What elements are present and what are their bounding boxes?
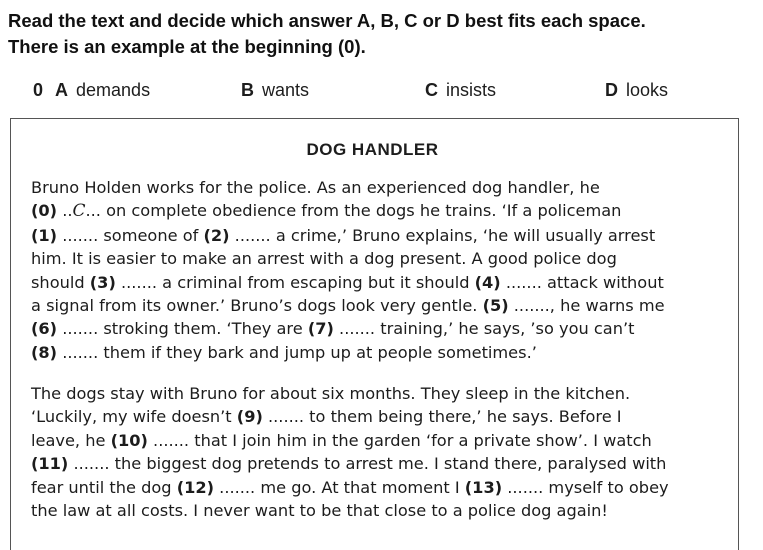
text-fragment: ......., he warns me — [508, 296, 665, 316]
gap-number: (6) — [31, 319, 58, 339]
text-fragment: ....... someone of — [57, 225, 204, 245]
text-line: the law at all costs. I never want to be that close to a police dog again! — [31, 501, 608, 521]
gap-number: (2) — [203, 225, 230, 245]
gap-number: (11) — [31, 454, 69, 474]
handwritten-answer: C — [72, 201, 86, 222]
gap-number: (1) — [31, 225, 58, 245]
example-option-a — [33, 80, 150, 101]
text-line: The dogs stay with Bruno for about six months. They sleep in the kitchen. — [31, 384, 631, 403]
gap-number: (3) — [89, 272, 116, 292]
text-fragment: fear until the dog — [31, 477, 177, 497]
text-fragment: ....... attack without — [500, 272, 664, 292]
text-fragment: should — [31, 272, 90, 292]
text-fragment: .. — [57, 201, 73, 221]
option-letter: B — [241, 80, 254, 100]
text-fragment: ....... training,’ he says, ’so you can’t — [333, 319, 635, 339]
text-fragment: ....... me go. At that moment I — [214, 477, 465, 497]
text-fragment: ....... a crime,’ Bruno explains, ‘he will usually arrest — [229, 225, 656, 245]
instructions — [8, 8, 753, 60]
example-number: 0 — [33, 80, 44, 100]
example-option-d — [605, 80, 668, 101]
text-fragment: ....... a criminal from escaping but it should — [115, 272, 475, 292]
option-word: demands — [76, 80, 151, 100]
text-fragment: ....... the biggest dog pretends to arrest me. I stand there, paralysed with — [68, 454, 667, 474]
example-option-c — [425, 80, 496, 101]
text-line — [31, 405, 731, 428]
option-letter: D — [605, 80, 618, 100]
text-fragment: ....... them if they bark and jump up at people sometimes.’ — [57, 342, 537, 362]
paragraph-1 — [31, 176, 731, 364]
gap-number: (13) — [464, 477, 503, 497]
gap-number: (12) — [176, 477, 215, 497]
gap-number: (0) — [31, 201, 58, 221]
text-title: DOG HANDLER — [306, 140, 439, 159]
text-line — [31, 317, 731, 340]
text-fragment: ‘Luckily, my wife doesn’t — [31, 407, 237, 427]
option-word: insists — [446, 80, 497, 100]
text-line — [31, 476, 731, 499]
text-fragment: leave, he — [31, 430, 111, 450]
instructions-line-1: Read the text and decide which answer A, B, C or D best fits each space. — [8, 10, 646, 31]
text-line — [31, 341, 731, 364]
text-line — [31, 224, 731, 247]
paragraph-2 — [31, 382, 731, 522]
text-fragment: ....... myself to obey — [502, 477, 669, 497]
text-line — [31, 199, 731, 223]
text-line — [31, 271, 731, 294]
gap-number: (10) — [110, 430, 148, 450]
text-line — [31, 294, 731, 317]
option-word: wants — [262, 80, 310, 100]
gap-number: (4) — [474, 272, 501, 292]
text-fragment: ....... to them being there,’ he says. Before I — [262, 407, 622, 427]
option-word: looks — [626, 80, 669, 100]
text-fragment: ....... that I join him in the garden ‘for a private show’. I watch — [147, 430, 652, 450]
option-letter: C — [425, 80, 438, 100]
instructions-line-2: There is an example at the beginning (0). — [8, 36, 366, 57]
text-line: Bruno Holden works for the police. As an experienced dog handler, he — [31, 178, 600, 197]
gap-number: (7) — [307, 319, 334, 339]
example-options — [0, 80, 763, 104]
text-fragment: ... on complete obedience from the dogs he trains. ‘If a policeman — [85, 201, 622, 221]
gap-number: (9) — [236, 407, 263, 427]
gap-number: (5) — [482, 296, 509, 316]
text-line — [31, 452, 731, 475]
text-fragment: ....... stroking them. ‘They are — [57, 319, 308, 339]
text-line — [31, 429, 731, 452]
text-fragment: a signal from its owner.’ Bruno’s dogs look very gentle. — [31, 296, 483, 316]
option-letter: A — [55, 80, 69, 100]
text-line: him. It is easier to make an arrest with a dog present. A good police dog — [31, 249, 617, 269]
example-option-b — [241, 80, 309, 101]
gap-number: (8) — [31, 342, 58, 362]
